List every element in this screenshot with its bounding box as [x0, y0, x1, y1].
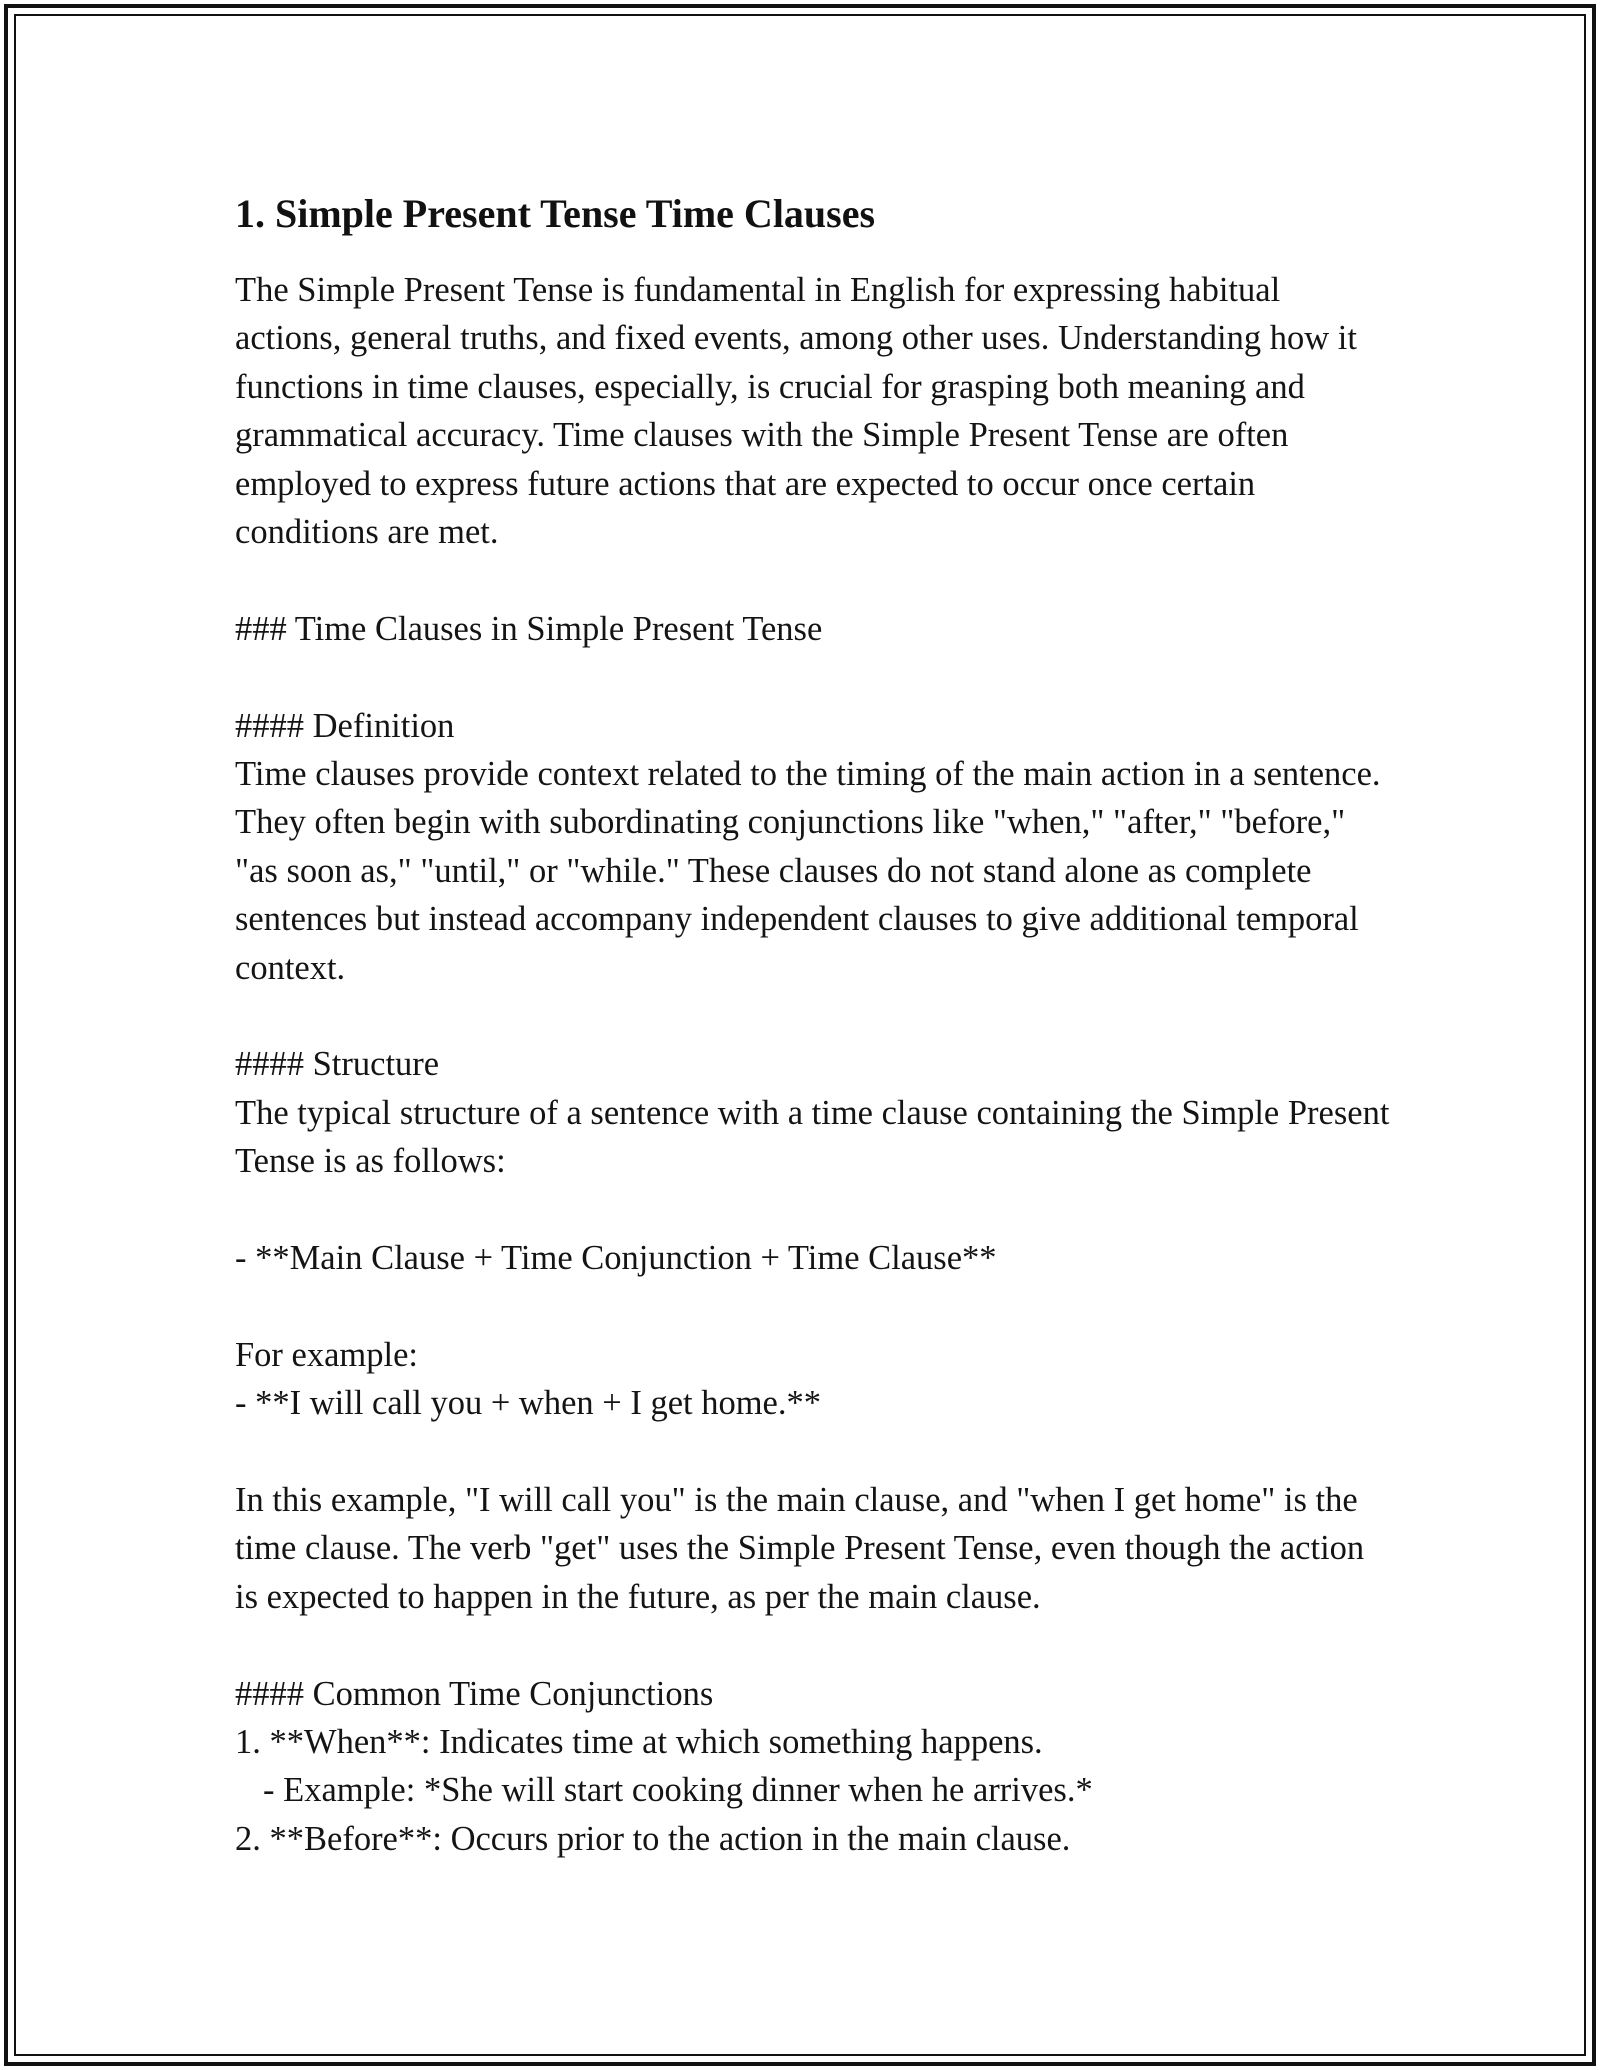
subheading-common-conjunctions: #### Common Time Conjunctions	[235, 1674, 714, 1713]
list-item: 2. **Before**: Occurs prior to the action in the main clause.	[235, 1819, 1071, 1858]
example-formula: - **I will call you + when + I get home.**	[235, 1384, 821, 1423]
example-explanation: In this example, "I will call you" is the main clause, and "when I get home" is the time clause. The verb "get" uses the Simple Present Tense, even though the action is expected to happen in the future, as per the main clause.	[235, 1481, 1365, 1616]
list-item-example: - Example: *She will start cooking dinner when he arrives.*	[263, 1771, 1093, 1810]
intro-paragraph: The Simple Present Tense is fundamental in English for expressing habitual actions, general truths, and fixed events, among other uses. Understanding how it functions in time clauses, especially, is crucial for grasping both meaning and grammatical accuracy. Time clauses with the Simple Present Tense are often employed to express future actions that are expected to occur once certain conditions are met.	[235, 271, 1357, 552]
document-body	[235, 190, 1395, 1863]
definition-paragraph: Time clauses provide context related to the timing of the main action in a sentence. They often begin with subordinating conjunctions like "when," "after," "before," "as soon as," "until," or "while." These clauses do not stand alone as complete sentences but instead accompany independent clauses to give additional temporal context.	[235, 755, 1381, 987]
page-title: 1. Simple Present Tense Time Clauses	[235, 191, 876, 236]
structure-paragraph: The typical structure of a sentence with a time clause containing the Simple Present Tense is as follows:	[235, 1093, 1390, 1181]
list-item: 1. **When**: Indicates time at which something happens.	[235, 1723, 1043, 1762]
section-heading-time-clauses: ### Time Clauses in Simple Present Tense	[235, 609, 823, 648]
example-label: For example:	[235, 1335, 418, 1374]
subheading-definition: #### Definition	[235, 706, 455, 745]
structure-formula: - **Main Clause + Time Conjunction + Time Clause**	[235, 1239, 997, 1278]
subheading-structure: #### Structure	[235, 1045, 440, 1084]
